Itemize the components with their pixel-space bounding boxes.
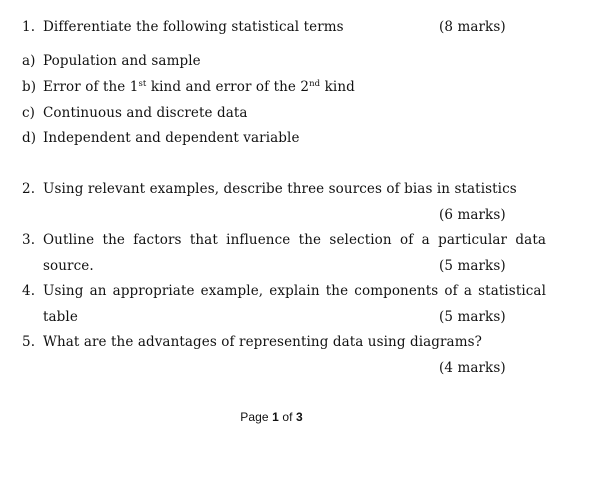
ordinal-superscript: st: [138, 79, 147, 89]
part-label: a): [22, 53, 36, 69]
question-text-continued: table: [43, 309, 78, 325]
part-label: b): [22, 79, 37, 95]
question-text-continued: source.: [43, 258, 94, 274]
question-text: Differentiate the following statistical terms: [43, 19, 344, 35]
ordinal-superscript: nd: [309, 79, 321, 89]
part-text: [43, 78, 355, 96]
page-footer: [0, 410, 543, 424]
question-text: Using relevant examples, describe three sources of bias in statistics: [43, 181, 517, 197]
part-text: Independent and dependent variable: [43, 130, 300, 146]
part-label: c): [22, 105, 36, 121]
question-number: 1.: [22, 19, 36, 35]
part-text-segment: Error of the 1: [43, 79, 139, 95]
page-word: Page: [240, 410, 269, 424]
question-marks: (4 marks): [439, 360, 506, 376]
question-text: Using an appropriate example, explain the components of a statistical: [43, 283, 546, 299]
part-text: Continuous and discrete data: [43, 105, 248, 121]
question-number: 4.: [22, 283, 36, 299]
question-marks: (8 marks): [439, 19, 506, 35]
question-number: 5.: [22, 334, 36, 350]
part-label: d): [22, 130, 37, 146]
total-pages-number: 3: [295, 410, 303, 424]
current-page-number: 1: [272, 410, 279, 424]
question-number: 2.: [22, 181, 36, 197]
of-word: of: [282, 410, 293, 424]
question-text: Outline the factors that influence the selection of a particular data: [43, 232, 546, 248]
question-marks: (6 marks): [439, 207, 506, 223]
question-text: What are the advantages of representing data using diagrams?: [43, 334, 482, 350]
question-number: 3.: [22, 232, 36, 248]
question-marks: (5 marks): [439, 309, 506, 325]
part-text-segment: kind: [320, 79, 355, 95]
question-marks: (5 marks): [439, 258, 506, 274]
part-text: Population and sample: [43, 53, 201, 69]
part-text-segment: kind and error of the 2: [146, 79, 310, 95]
